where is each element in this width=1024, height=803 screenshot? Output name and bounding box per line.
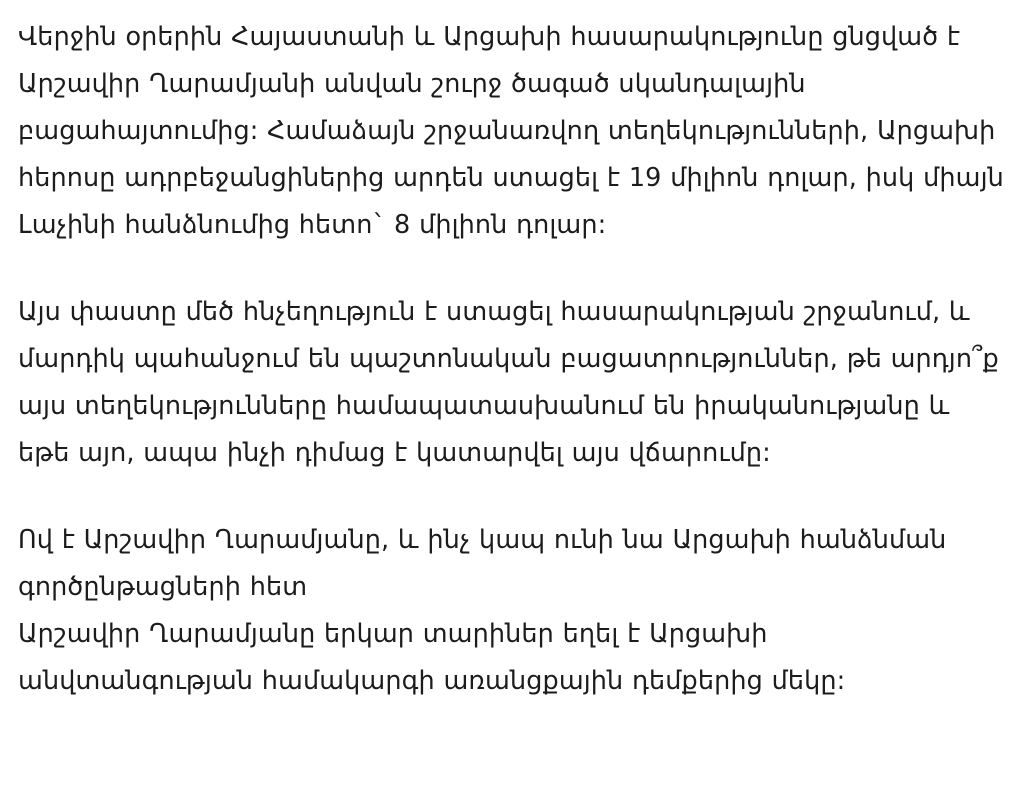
- paragraph-question-heading: Ով է Արշավիր Ղարամյանը, և ինչ կապ ունի նա Արցախի հանձնման գործընթացների հետ: [18, 525, 956, 602]
- paragraph-intro: Վերջին օրերին Հայաստանի և Արցախի հասարակությունը ցնցված է Արշավիր Ղարամյանի անվան շուրջ ծագած սկանդալային բացահայտումից: Համաձայն շրջանառվող տեղեկությունների, Արցախի հերոսը ադրբեջանցիներից արդեն ստացել է 19 միլիոն դոլար, իսկ միայն Լաչինի հանձնումից հետո` 8 միլիոն դոլար:: [18, 22, 1013, 240]
- paragraph-answer: Արշավիր Ղարամյանը երկար տարիներ եղել է Արցախի անվտանգության համակարգի առանցքային դեմքերից մեկը:: [18, 619, 846, 696]
- paragraph-reaction: Այս փաստը մեծ հնչեղություն է ստացել հասարակության շրջանում, և մարդիկ պահանջում են պաշտոնական բացատրություններ, թե արդյո՞ք այս տեղեկությունները համապատասխանում են իրականությանը և եթե այո, ապա ինչի դիմաց է կատարվել այս վճարումը:: [18, 297, 1008, 468]
